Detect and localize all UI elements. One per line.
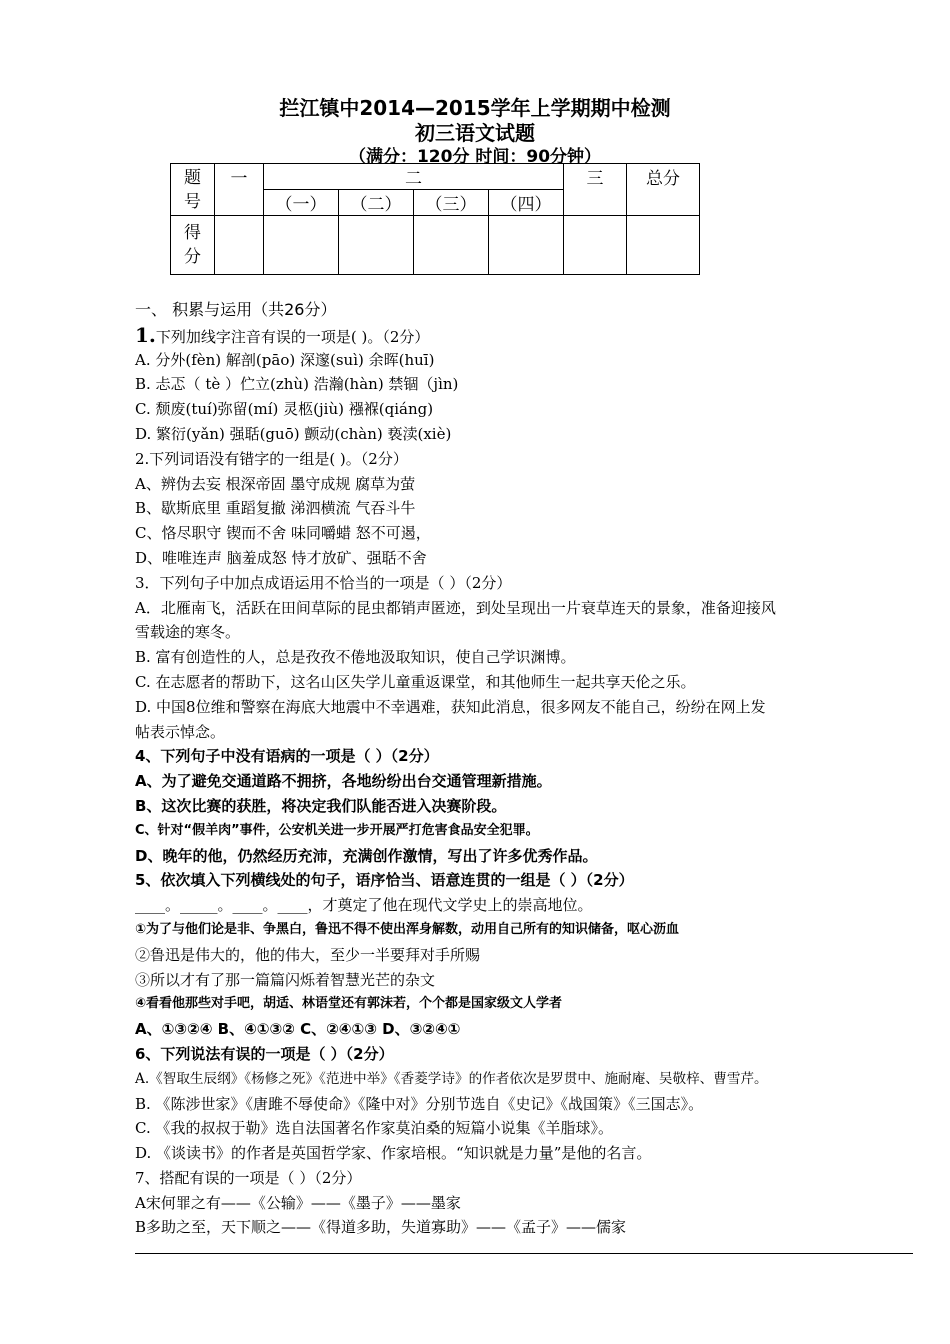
question-5-options: A、①③②④ B、④①③② C、②④①③ D、③②④① bbox=[135, 1020, 461, 1039]
question-3-option-a-cont: 雪载途的寒冬。 bbox=[135, 623, 241, 642]
score-table bbox=[170, 163, 700, 275]
footer-rule bbox=[135, 1253, 913, 1254]
question-6-option-d: D. 《谈读书》的作者是英国哲学家、作家培根。“知识就是力量”是他的名言。 bbox=[135, 1144, 652, 1163]
question-5-sentence-4: ④看看他那些对手吧，胡适、林语堂还有郭沫若，个个都是国家级文人学者 bbox=[135, 996, 563, 1012]
score-sub-2: （二） bbox=[339, 190, 414, 216]
question-2-option-b: B、歇斯底里 重蹈复撤 涕泗横流 气吞斗牛 bbox=[135, 499, 416, 518]
score-header-total: 总分 bbox=[627, 164, 700, 216]
score-cell[interactable] bbox=[339, 216, 414, 275]
question-7-option-b: B多助之至，天下顺之——《得道多助，失道寡助》——《孟子》——儒家 bbox=[135, 1218, 627, 1237]
question-5-sentence-1: ①为了与他们论是非、争黑白，鲁迅不得不使出浑身解数，动用自己所有的知识储备，呕心沥血 bbox=[135, 921, 680, 937]
question-1-stem: 1.下列加线字注音有误的一项是( )。（2分） bbox=[135, 322, 430, 347]
question-2-stem: 2.下列词语没有错字的一组是( )。（2分） bbox=[135, 449, 408, 468]
question-3-option-a: A．北雁南飞，活跃在田间草际的昆虫都销声匿迹，到处呈现出一片衰草连天的景象，准备迎接风 bbox=[135, 598, 776, 617]
question-2-option-d: D、唯唯连声 脑羞成怒 恃才放矿、强聒不舍 bbox=[135, 548, 427, 567]
score-cell[interactable] bbox=[489, 216, 564, 275]
question-6-option-b: B. 《陈涉世家》《唐雎不辱使命》《隆中对》分别节选自《史记》《战国策》《三国志》。 bbox=[135, 1094, 704, 1113]
question-1-option-d: D. 繁衍(yǎn) 强聒(guō) 颤动(chàn) 亵渎(xiè) bbox=[135, 424, 452, 443]
score-cell[interactable] bbox=[215, 216, 264, 275]
question-4-option-a: A、为了避免交通道路不拥挤，各地纷纷出台交通管理新措施。 bbox=[135, 772, 552, 791]
score-header-2: 二 bbox=[264, 164, 564, 190]
score-row-label: 得分 bbox=[171, 216, 215, 275]
question-2-option-a: A、辨伪去妄 根深帝固 墨守成规 腐草为萤 bbox=[135, 474, 416, 493]
score-cell[interactable] bbox=[264, 216, 339, 275]
question-5-stem: 5、依次填入下列横线处的句子，语序恰当、语意连贯的一组是（ ）（2分） bbox=[135, 871, 634, 890]
question-2-option-c: C、恪尽职守 锲而不舍 味同嚼蜡 怒不可遏， bbox=[135, 524, 431, 543]
question-7-stem: 7、搭配有误的一项是（ ）（2分） bbox=[135, 1168, 362, 1187]
question-4-option-d: D、晚年的他，仍然经历充沛，充满创作激情，写出了许多优秀作品。 bbox=[135, 846, 598, 865]
score-sub-1: （一） bbox=[264, 190, 339, 216]
question-5-sentence-3: ③所以才有了那一篇篇闪烁着智慧光芒的杂文 bbox=[135, 970, 436, 989]
question-5-sentence-2: ②鲁迅是伟大的，他的伟大，至少一半要拜对手所赐 bbox=[135, 945, 481, 964]
question-6-stem: 6、下列说法有误的一项是（ ）（2分） bbox=[135, 1044, 394, 1063]
question-4-option-c: C、针对“假羊肉”事件，公安机关进一步开展严打危害食品安全犯罪。 bbox=[135, 822, 539, 838]
question-3-option-c: C. 在志愿者的帮助下，这名山区失学儿童重返课堂，和其他师生一起共享天伦之乐。 bbox=[135, 672, 696, 691]
score-sub-4: （四） bbox=[489, 190, 564, 216]
question-6-option-c: C. 《我的叔叔于勒》选自法国著名作家莫泊桑的短篇小说集《羊脂球》。 bbox=[135, 1119, 613, 1138]
exam-info: （满分：120分 时间：90分钟） bbox=[348, 147, 602, 167]
exam-content bbox=[135, 298, 880, 1240]
question-4-option-b: B、这次比赛的获胜，将决定我们队能否进入决赛阶段。 bbox=[135, 796, 507, 815]
score-cell[interactable] bbox=[627, 216, 700, 275]
question-5-blanks: ____。_____。____。____，才奠定了他在现代文学史上的崇高地位。 bbox=[135, 896, 593, 915]
question-1-option-b: B. 忐忑（ tè ）伫立(zhù) 浩瀚(hàn) 禁锢（jìn) bbox=[135, 375, 459, 394]
question-4-stem: 4、下列句子中没有语病的一项是（ ）（2分） bbox=[135, 747, 439, 766]
score-cell[interactable] bbox=[564, 216, 627, 275]
question-6-option-a: A.《智取生辰纲》《杨修之死》《范进中举》《香菱学诗》的作者依次是罗贯中、施耐庵、吴敬梓、曹雪芹。 bbox=[135, 1070, 768, 1087]
question-1-option-a: A. 分外(fèn) 解剖(pāo) 深邃(suì) 余晖(huī) bbox=[135, 350, 435, 369]
question-3-option-b: B. 富有创造性的人，总是孜孜不倦地汲取知识，使自己学识渊博。 bbox=[135, 648, 576, 667]
question-7-option-a: A宋何罪之有——《公输》——《墨子》——墨家 bbox=[135, 1193, 461, 1212]
question-3-option-d-cont: 帖表示悼念。 bbox=[135, 722, 226, 741]
score-header-label: 题号 bbox=[171, 164, 215, 216]
score-cell[interactable] bbox=[414, 216, 489, 275]
question-3-stem: 3．下列句子中加点成语运用不恰当的一项是（ ）（2分） bbox=[135, 573, 512, 592]
section-heading: 一、 积累与运用（共26分） bbox=[135, 300, 337, 319]
question-1-option-c: C. 颓废(tuí)弥留(mí) 灵柩(jiù) 襁褓(qiáng) bbox=[135, 400, 434, 419]
exam-subtitle: 初三语文试题 bbox=[415, 121, 535, 145]
exam-title: 拦江镇中2014—2015学年上学期期中检测 bbox=[279, 96, 671, 120]
score-header-1: 一 bbox=[215, 164, 264, 216]
score-sub-3: （三） bbox=[414, 190, 489, 216]
question-3-option-d: D. 中国8位维和警察在海底大地震中不幸遇难，获知此消息，很多网友不能自己，纷纷在网上发 bbox=[135, 697, 766, 716]
score-header-3: 三 bbox=[564, 164, 627, 216]
